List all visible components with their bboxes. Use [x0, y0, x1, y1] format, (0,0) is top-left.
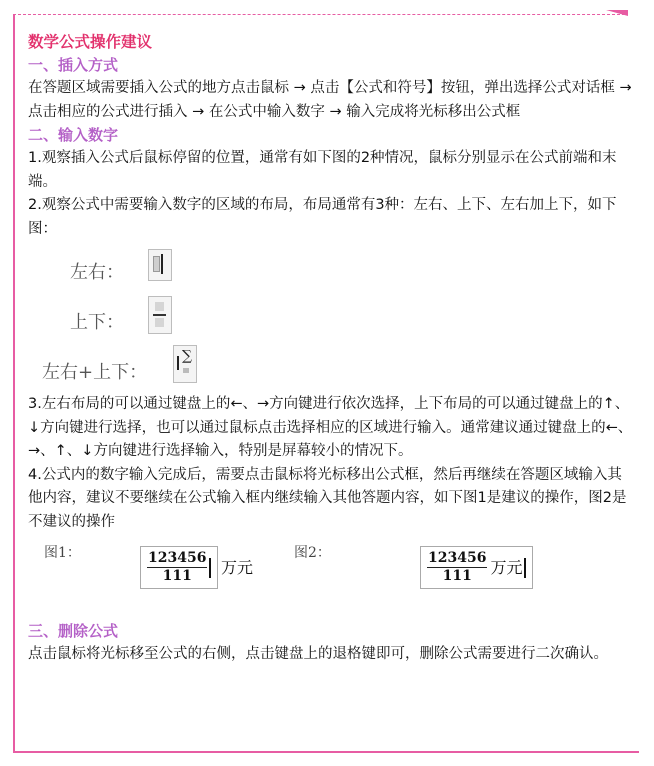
- frame-left-border: [13, 14, 15, 751]
- fraction-numerator: 123456: [428, 550, 487, 566]
- combined-layout-icon: ∑: [173, 345, 197, 383]
- layout-examples: [28, 241, 634, 393]
- document-body: [28, 30, 634, 667]
- up-down-layout-icon: [148, 296, 172, 334]
- layout-label-combined: 左右+上下：: [42, 362, 148, 383]
- figure-1-formula: [140, 546, 253, 589]
- figure-1-unit: 万元: [220, 557, 253, 577]
- fraction-numerator: 123456: [148, 550, 207, 566]
- figure-2-label: 图2：: [294, 545, 331, 561]
- text-cursor-icon: [524, 558, 526, 578]
- page-title: 数学公式操作建议: [28, 33, 153, 51]
- formula-box: [140, 546, 218, 589]
- section-heading-input: 二、输入数字: [28, 126, 119, 144]
- section-heading-delete: 三、删除公式: [28, 622, 119, 640]
- paragraph-delete: 点击鼠标将光标移至公式的右侧，点击键盘上的退格键即可，删除公式需要进行二次确认。: [28, 646, 608, 662]
- figure-comparison: [28, 542, 634, 610]
- paragraph-insert-steps: 在答题区域需要插入公式的地方点击鼠标 → 点击【公式和符号】按钮，弹出选择公式对话框 → 点击相应的公式进行插入 → 在公式中输入数字 → 输入完成将光标移出公式框: [28, 80, 632, 120]
- paragraph-input-2: 2.观察公式中需要输入数字的区域的布局，布局通常有3种：左右、上下、左右加上下，如下图：: [28, 197, 617, 237]
- paragraph-input-3: 3.左右布局的可以通过键盘上的←、→方向键进行依次选择，上下布局的可以通过键盘上的↑、↓方向键进行选择，也可以通过鼠标点击选择相应的区域进行输入。通常建议通过键盘上的←、→、↑、↓方向键进行选择输入，特别是屏幕较小的情况下。: [28, 396, 633, 459]
- layout-label-left-right: 左右：: [70, 262, 124, 283]
- paragraph-input-1: 1.观察插入公式后鼠标停留的位置，通常有如下图的2种情况，鼠标分别显示在公式前端和末端。: [28, 150, 617, 190]
- section-heading-insert: 一、插入方式: [28, 56, 119, 74]
- frame-bottom-border: [13, 751, 639, 753]
- corner-triangle-icon: [606, 10, 628, 16]
- fraction-denominator: 111: [162, 568, 192, 584]
- formula-box: [420, 546, 533, 589]
- layout-label-up-down: 上下：: [70, 312, 124, 333]
- frame-top-border: [13, 14, 625, 15]
- figure-1-label: 图1：: [44, 545, 81, 561]
- figure-2-formula: [420, 546, 533, 589]
- fraction-denominator: 111: [442, 568, 472, 584]
- text-cursor-icon: [209, 558, 211, 578]
- paragraph-input-4: 4.公式内的数字输入完成后，需要点击鼠标将光标移出公式框，然后再继续在答题区域输入其他内容，建议不要继续在公式输入框内继续输入其他答题内容，如下图1是建议的操作，图2是不建议的操作: [28, 466, 627, 530]
- left-right-layout-icon: [148, 249, 172, 281]
- figure-2-unit: 万元: [490, 557, 523, 577]
